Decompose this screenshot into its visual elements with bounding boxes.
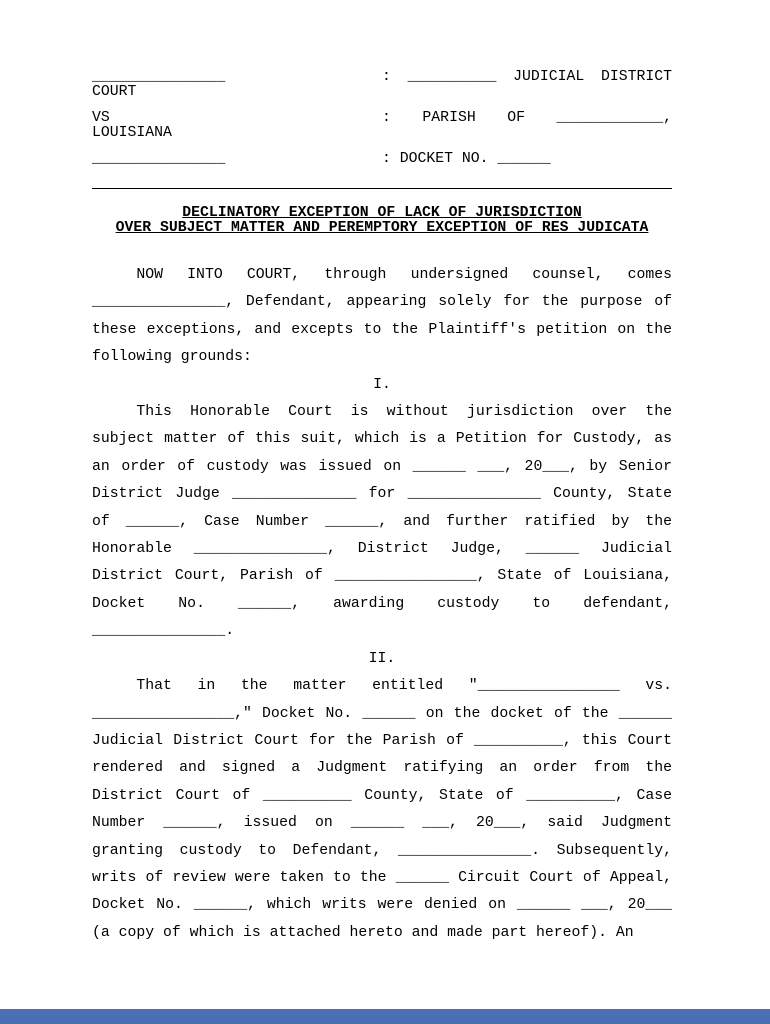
defendant-name-blank: _______________ — [92, 151, 226, 167]
caption-plaintiff-block — [92, 70, 672, 100]
caption-vs-block — [92, 111, 672, 141]
plaintiff-name-blank: _______________ — [92, 69, 226, 85]
caption-defendant-block — [92, 152, 672, 167]
caption-plaintiff-row — [92, 70, 672, 85]
section-ii-heading: II. — [368, 650, 396, 667]
opening-paragraph: NOW INTO COURT, through undersigned counsel, comes _______________, Defendant, appearing solely for the purpose of these exceptions, and excepts to the Plaintiff's petition on the following grounds: — [92, 267, 672, 366]
court-label-wrap: COURT — [92, 84, 137, 100]
document-title — [92, 206, 672, 236]
footer-bar — [0, 1009, 770, 1024]
title-line-2: OVER SUBJECT MATTER AND PEREMPTORY EXCEPTION OF RES JUDICATA — [115, 220, 649, 236]
section-i-paragraph: This Honorable Court is without jurisdiction over the subject matter of this suit, which is a Petition for Custody, as an order of custody was issued on ______ ___, 20___, by Senior District Judge ______________ for _______________ County, State of ______, Case Number ______, and further ratified by the Honorable _______________, District Judge, ______ Judicial District Court, Parish of ________________, State of Louisiana, Docket No. ______, awarding custody to defendant, _______________. — [92, 404, 672, 640]
louisiana-label: LOUISIANA — [92, 125, 172, 141]
document-body — [92, 262, 672, 947]
caption-vs-row — [92, 111, 672, 126]
parish-of-label: : PARISH OF ____________, — [382, 110, 672, 126]
judicial-district-court-label: : __________ JUDICIAL DISTRICT — [382, 69, 672, 85]
caption-divider — [92, 188, 672, 189]
section-i-heading: I. — [373, 376, 391, 393]
docket-no-label: : DOCKET NO. ______ — [382, 151, 551, 167]
vs-label: VS — [92, 110, 110, 126]
caption-defendant-row — [92, 152, 672, 167]
title-line-1: DECLINATORY EXCEPTION OF LACK OF JURISDICTION — [182, 205, 582, 221]
section-ii-paragraph: That in the matter entitled "________________ vs. ________________," Docket No. ______ on the docket of the ______ Judicial District Court for the Parish of __________, this Court rendered and signed a Judgment ratifying an order from the District Court of __________ County, State of __________, Case Number ______, issued on ______ ___, 20___, said Judgment granting custody to Defendant, _______________. Subsequently, writs of review were taken to the ______ Circuit Court of Appeal, Docket No. ______, which writs were denied on ______ ___, 20___ (a copy of which is attached hereto and made part hereof). An — [92, 678, 672, 941]
